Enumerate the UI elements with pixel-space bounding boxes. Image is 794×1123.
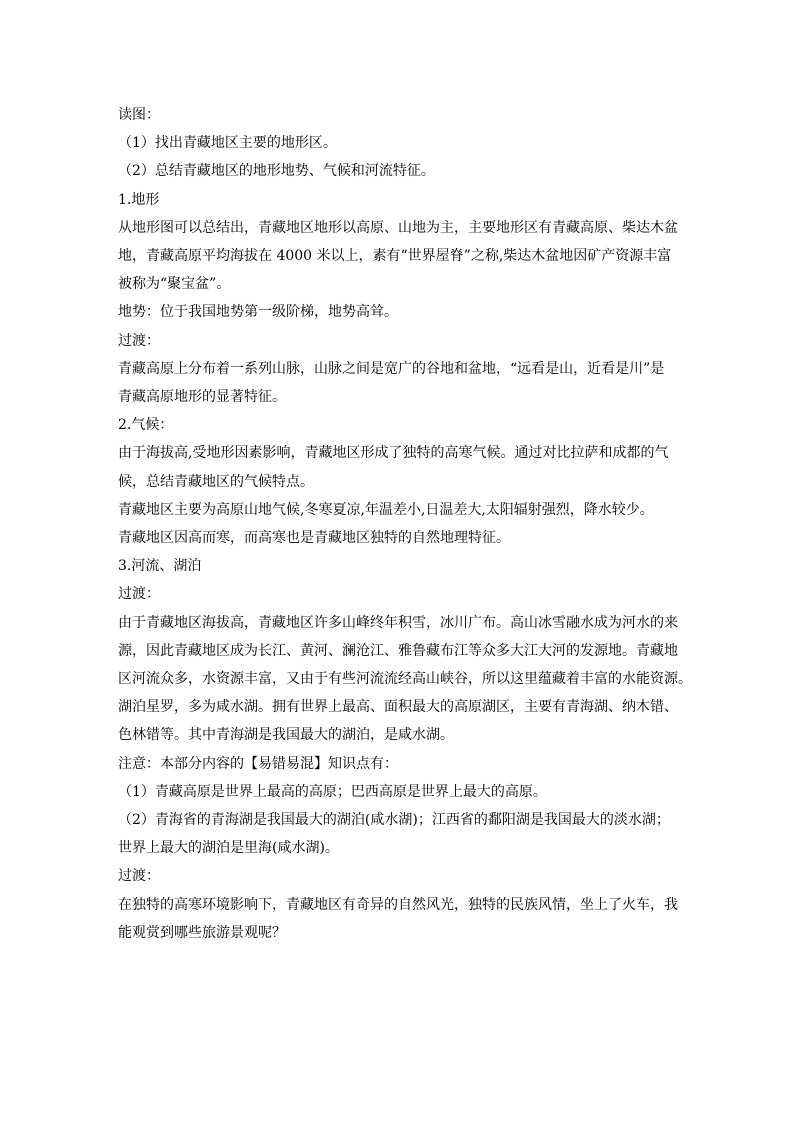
paragraph-task-2 bbox=[118, 157, 678, 185]
text-line: （1）找出青藏地区主要的地形区。 bbox=[118, 135, 337, 152]
text-line: 青藏高原上分布着一系列山脉，山脉之间是宽广的谷地和盆地，“远看是山，近看是川”是 bbox=[118, 360, 665, 377]
text-line: 湖泊星罗，多为咸水湖。拥有世界上最高、面积最大的高原湖区，主要有青海湖、纳木错、 bbox=[118, 699, 678, 716]
text-line: （2）青海省的青海湖是我国最大的湖泊(咸水湖)；江西省的鄱阳湖是我国最大的淡水湖； bbox=[118, 812, 670, 829]
paragraph-climate-body bbox=[118, 439, 678, 495]
paragraph-heading-terrain bbox=[118, 186, 678, 214]
text-line: 读图： bbox=[118, 107, 160, 123]
text-line: 1.地形 bbox=[118, 191, 160, 208]
text-line: 3.河流、湖泊 bbox=[118, 558, 202, 575]
paragraph-terrain-body bbox=[118, 214, 678, 299]
text-line: （1）青藏高原是世界上最高的高原；巴西高原是世界上最大的高原。 bbox=[118, 783, 547, 800]
text-line: 在独特的高寒环境影响下，青藏地区有奇异的自然风光，独特的民族风情，坐上了火车，我 bbox=[118, 896, 678, 913]
paragraph-note-2 bbox=[118, 806, 678, 862]
document-body bbox=[118, 101, 692, 947]
text-line: 能观赏到哪些旅游景观呢？ bbox=[118, 924, 286, 941]
text-line: 由于青藏地区海拔高，青藏地区许多山峰终年积雪，冰川广布。高山冰雪融水成为河水的来 bbox=[118, 614, 678, 631]
text-line: 候，总结青藏地区的气候特点。 bbox=[118, 473, 314, 490]
text-line: 注意：本部分内容的【易错易混】知识点有： bbox=[118, 755, 398, 772]
paragraph-note-1 bbox=[118, 778, 678, 806]
paragraph-transition-3 bbox=[118, 862, 678, 890]
text-line: 地势：位于我国地势第一级阶梯，地势高耸。 bbox=[118, 304, 398, 321]
text-line: 被称为“聚宝盆”。 bbox=[118, 276, 231, 293]
text-line: 过渡： bbox=[118, 332, 160, 349]
paragraph-read-map bbox=[118, 101, 678, 129]
text-line: （2）总结青藏地区的地形地势、气候和河流特征。 bbox=[118, 163, 435, 180]
paragraph-transition-1 bbox=[118, 327, 678, 355]
paragraph-rivers-body bbox=[118, 609, 692, 750]
text-line: 世界上最大的湖泊是里海(咸水湖)。 bbox=[118, 840, 339, 857]
text-line: 从地形图可以总结出，青藏地区地形以高原、山地为主，主要地形区有青藏高原、柴达木盆 bbox=[118, 219, 678, 236]
paragraph-heading-rivers bbox=[118, 552, 678, 580]
text-line: 过渡： bbox=[118, 868, 160, 885]
paragraph-heading-climate bbox=[118, 411, 678, 439]
paragraph-relief bbox=[118, 298, 678, 326]
paragraph-climate-summary bbox=[118, 496, 678, 524]
text-line: 青藏地区主要为高原山地气候,冬寒夏凉,年温差小,日温差大,太阳辐射强烈，降水较少。 bbox=[118, 501, 654, 518]
text-line: 由于海拔高,受地形因素影响，青藏地区形成了独特的高寒气候。通过对比拉萨和成都的气 bbox=[118, 445, 669, 462]
text-line: 区河流众多，水资源丰富，又由于有些河流流经高山峡谷，所以这里蕴藏着丰富的水能资源。 bbox=[118, 671, 692, 688]
paragraph-plateau-body bbox=[118, 355, 678, 411]
paragraph-note bbox=[118, 750, 678, 778]
text-line: 青藏高原地形的显著特征。 bbox=[118, 389, 286, 406]
text-line: 2.气候： bbox=[118, 417, 174, 434]
text-line: 源，因此青藏地区成为长江、黄河、澜沧江、雅鲁藏布江等众多大江大河的发源地。青藏地 bbox=[118, 642, 678, 659]
paragraph-transition-2 bbox=[118, 580, 678, 608]
paragraph-closing bbox=[118, 891, 678, 947]
text-line: 色林错等。其中青海湖是我国最大的湖泊，是咸水湖。 bbox=[118, 727, 454, 744]
paragraph-task-1 bbox=[118, 129, 678, 157]
paragraph-cold-feature bbox=[118, 524, 678, 552]
text-line: 过渡： bbox=[118, 586, 160, 603]
text-line: 青藏地区因高而寒，而高寒也是青藏地区独特的自然地理特征。 bbox=[118, 530, 510, 547]
text-line: 地，青藏高原平均海拔在 4000 米以上，素有“世界屋脊”之称,柴达木盆地因矿产资源丰富 bbox=[118, 248, 672, 265]
